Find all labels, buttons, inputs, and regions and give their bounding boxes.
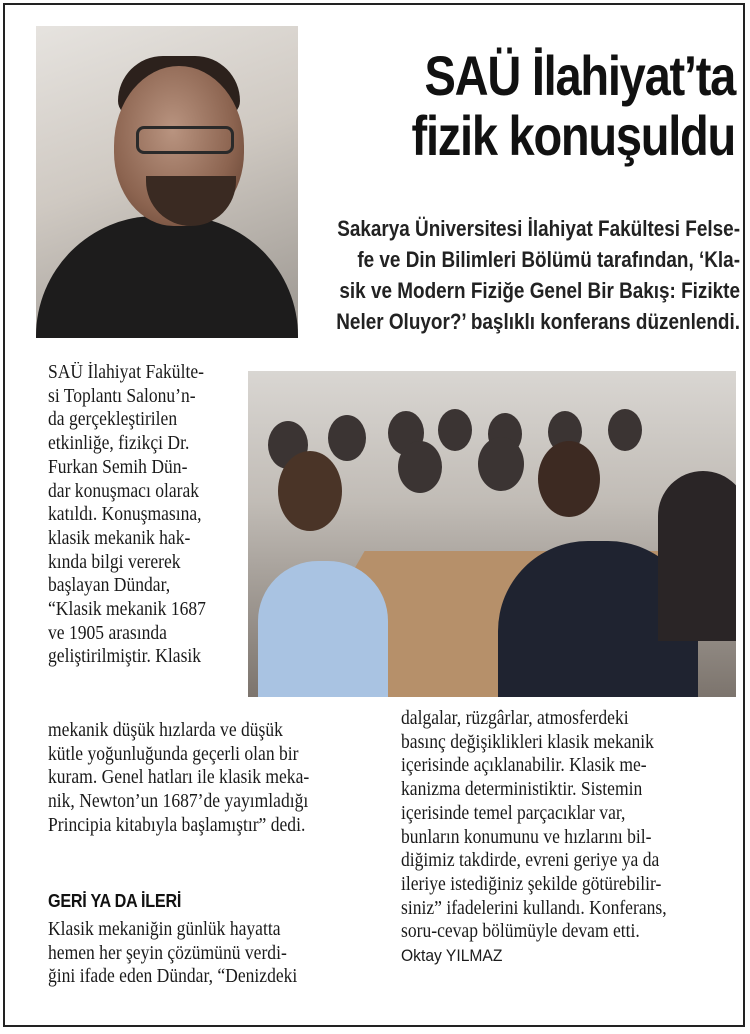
text-line: geliştirilmiştir. Klasik: [48, 646, 202, 668]
text-line: ğini ifade eden Dündar, “Denizdeki: [48, 966, 298, 988]
text-line: ve 1905 arasında: [48, 622, 167, 644]
text-line: kuram. Genel hatları ile klasik meka-: [48, 767, 310, 789]
audience-member: [438, 409, 472, 451]
subheading: GERİ YA DA İLERİ: [48, 891, 182, 911]
text-line: SAÜ İlahiyat Fakülte-: [48, 362, 204, 383]
text-line: kütle yoğunluğunda geçerli olan bir: [48, 743, 299, 765]
text-line: soru-cevap bölümüyle devam etti.: [401, 921, 640, 943]
text-line: si Toplantı Salonu’n-: [48, 385, 196, 407]
text-line: dalgalar, rüzgârlar, atmosferdeki: [401, 708, 629, 729]
portrait-glasses: [136, 126, 234, 154]
text-line: Klasik mekaniğin günlük hayatta: [48, 919, 281, 940]
deck-line: Neler Oluyor?’ başlıklı konferans düzenlendi.: [336, 309, 740, 334]
text-line: etkinliğe, fizikçi Dr.: [48, 433, 190, 455]
audience-member: [328, 415, 366, 461]
speaker-head: [278, 451, 342, 531]
text-line: siniz” ifadelerini kullandı. Konferans,: [401, 897, 667, 919]
author-byline: Oktay YILMAZ: [401, 946, 503, 966]
body-column-1-bottom: [48, 918, 388, 989]
text-line: klasik mekanik hak-: [48, 527, 191, 549]
text-line: Furkan Semih Dün-: [48, 456, 188, 478]
audience-member: [398, 441, 442, 493]
attendee-right: [658, 471, 736, 641]
headline: SAÜ İlahiyat’ta fizik konuşuldu: [411, 44, 735, 167]
deck-line: sik ve Modern Fiziğe Genel Bir Bakış: Fizikte: [339, 278, 740, 303]
text-line: mekanik düşük hızlarda ve düşük: [48, 720, 283, 741]
text-line: katıldı. Konuşmasına,: [48, 504, 202, 526]
text-line: da gerçekleştirilen: [48, 409, 178, 431]
deck-line: fe ve Din Bilimleri Bölümü tarafından, ‘Kla-: [357, 247, 740, 272]
text-line: basınç değişiklikleri klasik mekanik: [401, 731, 654, 753]
deck-line: Sakarya Üniversitesi İlahiyat Fakültesi Felse-: [337, 216, 740, 241]
lecture-audience-photo: [248, 371, 736, 697]
attendee-head: [538, 441, 600, 517]
audience-member: [478, 437, 524, 491]
body-column-1-wide: [48, 719, 388, 838]
speaker-seated: [258, 561, 388, 697]
text-line: hemen her şeyin çözümünü verdi-: [48, 942, 287, 964]
text-line: dar konuşmacı olarak: [48, 480, 200, 502]
text-line: kanizma deterministiktir. Sistemin: [401, 779, 643, 801]
text-line: nik, Newton’un 1687’de yayımladığı: [48, 791, 309, 813]
text-line: başlayan Dündar,: [48, 575, 171, 597]
audience-member: [608, 409, 642, 451]
body-column-1-top: [48, 361, 248, 669]
deck: [220, 213, 740, 337]
text-line: “Klasik mekanik 1687: [48, 599, 206, 621]
body-column-2: [401, 707, 741, 968]
text-line: bunların konumunu ve hızlarını bil-: [401, 826, 652, 848]
text-line: kında bilgi vererek: [48, 551, 181, 573]
text-line: içerisinde açıklanabilir. Klasik me-: [401, 755, 647, 777]
text-line: içerisinde temel parçacıklar var,: [401, 802, 626, 824]
text-line: Principia kitabıyla başlamıştır” dedi.: [48, 814, 306, 836]
text-line: ileriye istediğiniz şekilde götürebilir-: [401, 873, 662, 895]
text-line: diğimiz takdirde, evreni geriye ya da: [401, 850, 660, 872]
